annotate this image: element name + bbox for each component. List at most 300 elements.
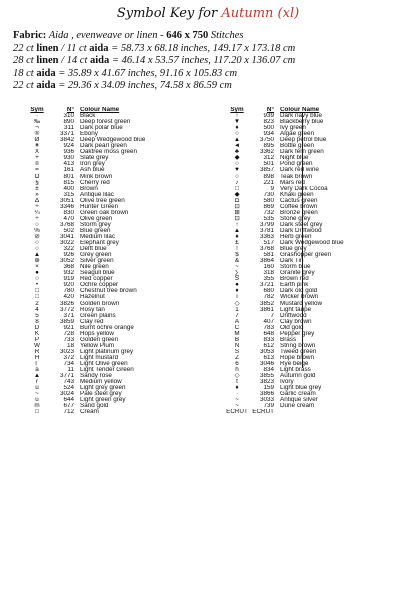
colour-name-cell: Deep petrol blue: [280, 137, 327, 144]
symbol-cell: £: [235, 240, 239, 247]
colour-name-cell: Wicker brown: [280, 294, 319, 301]
fabric-line: [13, 30, 408, 43]
number-cell: 732: [263, 209, 274, 216]
size-line: [13, 43, 408, 56]
colour-name-cell: Grashopper green: [280, 252, 332, 259]
colour-name-cell: Yellow Plum: [80, 342, 115, 349]
symbol-cell: ÷: [35, 215, 39, 222]
number-cell: 3842: [59, 137, 74, 144]
colour-name-cell: Pale steel grey: [80, 391, 122, 398]
number-cell: 612: [263, 342, 274, 349]
number-cell: 355: [263, 276, 274, 283]
number-cell: 160: [263, 264, 274, 271]
symbol-key-table-left: [26, 107, 160, 415]
colour-name-cell: Ivory: [280, 379, 294, 386]
colour-name-cell: [280, 409, 360, 415]
number-cell: 801: [63, 173, 74, 180]
symbol-cell: ‰: [33, 119, 41, 126]
colour-name-cell: Ash blue: [80, 167, 105, 174]
colour-name-cell: Ochre copper: [80, 282, 119, 289]
colour-name-cell: Olive green: [80, 215, 113, 222]
number-cell: 368: [63, 264, 74, 271]
stitch-tail: Stitches: [210, 30, 244, 41]
colour-name-cell: Garlic cream: [280, 391, 316, 398]
colour-name-cell: Ebony: [80, 131, 98, 138]
symbol-cell: ▲: [33, 252, 41, 259]
symbol-cell: ◇: [234, 300, 240, 307]
colour-name-cell: Clay red: [80, 318, 104, 325]
symbol-cell: M: [234, 330, 240, 337]
number-cell: 310: [63, 113, 74, 120]
number-cell: 3022: [59, 240, 74, 247]
header-number: N°: [266, 107, 274, 113]
number-cell: 312: [263, 155, 274, 162]
number-cell: 739: [263, 403, 274, 410]
colour-name-cell: Mustard yellow: [280, 300, 322, 307]
symbol-cell: a: [35, 367, 39, 374]
colour-name-cell: Light Olive green: [80, 360, 128, 367]
number-cell: 3826: [59, 300, 74, 307]
colour-name-cell: Very Dark Cocoa: [280, 185, 328, 192]
symbol-cell: +: [35, 155, 39, 162]
symbol-cell: 4: [35, 306, 39, 313]
symbol-cell: ◄: [233, 143, 241, 150]
colour-name-cell: Pepper grey: [280, 330, 315, 337]
colour-name-cell: Night blue: [280, 155, 309, 162]
size-count: 18 ct: [13, 67, 34, 79]
number-cell: 3799: [259, 221, 274, 228]
number-cell: 780: [63, 288, 74, 295]
size-alt-fabric: aida: [89, 42, 109, 54]
symbol-cell: ±: [35, 185, 39, 192]
colour-name-cell: Rosy tan: [80, 306, 105, 313]
number-cell: 734: [63, 360, 74, 367]
header-sym: Sym: [230, 107, 244, 113]
colour-name-cell: Olive tree green: [80, 197, 125, 204]
number-cell: 501: [263, 161, 274, 168]
page-title: [0, 6, 416, 21]
colour-name-cell: Slate grey: [80, 155, 109, 162]
colour-name-cell: Antique lilac: [80, 191, 114, 198]
symbol-cell: ↑: [235, 221, 239, 228]
colour-name-cell: Driftwood: [280, 312, 307, 319]
number-cell: 7: [270, 312, 274, 319]
colour-name-cell: Light mustard: [80, 354, 119, 361]
number-cell: 783: [263, 324, 274, 331]
symbol-cell: ÷: [35, 203, 39, 210]
symbol-cell: =: [35, 167, 39, 174]
number-cell: 3041: [59, 233, 74, 240]
number-cell: 3866: [259, 391, 274, 398]
title-accent: Autumn (xl): [221, 6, 300, 21]
number-cell: 3750: [259, 137, 274, 144]
size-alt-fabric: aida: [90, 55, 110, 66]
symbol-cell: ¼: [34, 209, 40, 216]
colour-name-cell: Tweed green: [280, 348, 317, 355]
colour-name-cell: Hunter Green: [80, 203, 119, 210]
number-cell: 3857: [259, 167, 274, 174]
number-cell: 400: [63, 185, 74, 192]
symbol-cell: ∑: [234, 270, 240, 277]
colour-name-cell: Elephant grey: [80, 240, 119, 247]
symbol-cell: N: [234, 342, 240, 349]
number-cell: 712: [63, 409, 74, 416]
symbol-cell: u: [35, 397, 39, 404]
symbol-cell: □: [35, 294, 39, 301]
symbol-cell: ↑: [235, 113, 239, 120]
symbol-cell: ¬: [35, 125, 39, 132]
size-alt-count: / 14 ct: [61, 55, 88, 66]
size-fabric: linen: [36, 42, 59, 54]
symbol-cell: ○: [235, 161, 239, 168]
number-cell: 926: [63, 252, 74, 259]
number-cell: 3046: [259, 360, 274, 367]
size-count: 28 ct: [13, 55, 34, 66]
table-row: [226, 409, 360, 415]
colour-name-cell: Dark fern green: [280, 149, 324, 156]
symbol-cell: ⊞: [234, 209, 240, 216]
colour-name-cell: Hazelnut: [80, 294, 105, 301]
colour-name-cell: Sand gold: [80, 403, 109, 410]
symbol-cell: ⊡: [234, 215, 240, 222]
symbol-cell: ▲: [233, 137, 241, 144]
symbol-cell: □: [235, 185, 239, 192]
symbol-cell: Ω: [34, 173, 40, 180]
colour-name-cell: Blue green: [80, 227, 111, 234]
number-cell: 11: [67, 367, 74, 374]
symbol-cell: ♦: [235, 125, 239, 132]
header-number: N°: [66, 107, 74, 113]
symbol-cell: ◇: [234, 373, 240, 380]
colour-name-cell: Dark navy blue: [280, 113, 322, 120]
colour-name-cell: Red copper: [80, 276, 113, 283]
number-cell: 934: [263, 131, 274, 138]
colour-name-cell: Dark red wine: [280, 167, 319, 174]
symbol-cell: 2: [35, 300, 39, 307]
colour-name-cell: Autumn gold: [280, 373, 316, 380]
symbol-key-table-right: [226, 107, 360, 415]
number-cell: 420: [63, 294, 74, 301]
symbol-cell: ECRUT: [226, 409, 248, 416]
symbol-cell: h: [235, 367, 239, 374]
number-cell: 3861: [259, 306, 274, 313]
number-cell: 580: [263, 197, 274, 204]
header-sym: Sym: [30, 107, 44, 113]
symbol-cell: B: [234, 336, 240, 343]
symbol-cell: ¥: [35, 143, 39, 150]
symbol-cell: m: [34, 403, 40, 410]
number-cell: 3024: [59, 391, 74, 398]
fabric-label: Fabric:: [13, 30, 47, 41]
symbol-cell: ~: [235, 403, 239, 410]
number-cell: 3051: [59, 197, 74, 204]
colour-name-cell: Nile green: [80, 264, 109, 271]
symbol-cell: ●: [35, 270, 39, 277]
symbol-cell: »: [35, 191, 39, 198]
colour-name-cell: Light platinum grey: [80, 348, 134, 355]
number-cell: 3346: [59, 203, 74, 210]
colour-name-cell: Green plains: [80, 312, 116, 319]
colour-name-cell: Blue grey: [280, 246, 307, 253]
size-line: [13, 55, 408, 68]
number-cell: 3768: [259, 246, 274, 253]
colour-name-cell: Chestnut tree brown: [80, 288, 137, 295]
colour-name-cell: Storm grey: [80, 221, 111, 228]
colour-name-cell: Dark polar blue: [80, 125, 123, 132]
number-cell: 517: [263, 240, 274, 247]
number-cell: 3033: [259, 397, 274, 404]
number-cell: 18: [66, 342, 74, 349]
number-cell: 895: [263, 143, 274, 150]
number-cell: 782: [263, 294, 274, 301]
size-line: [13, 68, 408, 81]
symbol-cell: X: [34, 149, 40, 156]
symbol-cell: ⊡: [234, 203, 240, 210]
symbol-cell: ♥: [235, 167, 239, 174]
number-cell: 470: [63, 215, 74, 222]
number-cell: 372: [63, 354, 74, 361]
number-cell: 3721: [259, 282, 274, 289]
colour-name-cell: Dune cream: [280, 403, 315, 410]
colour-name-cell: Dark Driftwood: [280, 227, 322, 234]
colour-name-cell: Old gold: [280, 324, 304, 331]
symbol-cell: ·: [235, 391, 239, 398]
symbol-cell: ®: [34, 131, 40, 138]
number-cell: 311: [63, 125, 74, 132]
number-cell: 3855: [259, 373, 274, 380]
header-colour-name: Colour Name: [280, 107, 320, 113]
size-dimensions: = 46.14 x 53.57 inches, 117.20 x 136.07 cm: [111, 55, 296, 66]
number-cell: 3852: [259, 300, 274, 307]
symbol-cell: ◘: [235, 197, 239, 204]
fabric-info: [13, 30, 408, 93]
colour-name-cell: Golden brown: [80, 300, 120, 307]
number-cell: 680: [263, 288, 274, 295]
number-cell: 413: [63, 161, 74, 168]
number-cell: 3823: [259, 379, 274, 386]
number-cell: 500: [263, 125, 274, 132]
number-cell: 815: [63, 179, 74, 186]
number-cell: 930: [63, 155, 74, 162]
symbol-cell: ♣: [234, 149, 240, 156]
number-cell: 920: [63, 282, 74, 289]
size-line: [13, 80, 408, 93]
symbol-cell: r: [35, 379, 39, 386]
number-cell: 3772: [59, 306, 74, 313]
symbol-cell: 5: [35, 312, 39, 319]
symbol-cell: ~: [35, 391, 39, 398]
colour-name-cell: Cream: [80, 409, 99, 416]
symbol-cell: ▲: [33, 373, 41, 380]
colour-name-cell: Hops yellow: [80, 330, 114, 337]
colour-name-cell: Deep forest green: [80, 119, 131, 126]
number-cell: 581: [263, 252, 274, 259]
size-dimensions: = 29.36 x 34.09 inches, 74.58 x 86.59 cm: [58, 80, 232, 91]
symbol-cell: ○: [35, 276, 39, 283]
colour-name-cell: Coffee brown: [280, 203, 318, 210]
symbol-cell: ♪: [235, 179, 239, 186]
number-cell: 728: [63, 330, 74, 337]
symbol-cell: ◆: [234, 155, 240, 162]
table-row: [26, 409, 160, 415]
colour-name-cell: Antique silver: [280, 397, 318, 404]
symbol-cell: P: [34, 336, 40, 343]
symbol-cell: Ø: [34, 137, 40, 144]
fabric-desc: Aida , evenweave or linen -: [48, 30, 164, 41]
colour-name-cell: Teak brown: [280, 173, 313, 180]
symbol-cell: ·: [35, 113, 39, 120]
symbol-cell: Δ: [34, 197, 40, 204]
symbol-cell: ♦: [235, 385, 239, 392]
number-cell: 932: [63, 270, 74, 277]
number-cell: 3768: [59, 221, 74, 228]
colour-name-cell: Light blue grey: [280, 385, 322, 392]
colour-name-cell: Brass: [280, 336, 297, 343]
colour-name-cell: Iron grey: [80, 161, 105, 168]
symbol-cell: &: [234, 258, 240, 265]
number-cell: 939: [263, 113, 274, 120]
number-cell: 322: [63, 246, 74, 253]
symbol-cell: u: [35, 385, 39, 392]
symbol-cell: ~: [235, 397, 239, 404]
colour-name-cell: Brown: [80, 185, 98, 192]
number-cell: 3859: [59, 318, 74, 325]
number-cell: 407: [263, 318, 274, 325]
colour-name-cell: Seagull blue: [80, 270, 115, 277]
colour-name-cell: Herb green: [280, 233, 312, 240]
colour-name-cell: Black: [80, 113, 96, 120]
number-cell: 3371: [59, 131, 74, 138]
number-cell: 833: [263, 336, 274, 343]
colour-name-cell: Stone grey: [280, 215, 311, 222]
symbol-cell: ×: [35, 264, 39, 271]
symbol-cell: A: [234, 318, 240, 325]
number-cell: 898: [263, 173, 274, 180]
colour-name-cell: Clay brown: [280, 318, 312, 325]
colour-name-cell: Golden green: [80, 336, 119, 343]
symbol-cell: t: [236, 379, 238, 386]
symbol-cell: □: [35, 409, 39, 416]
number-cell: 613: [263, 354, 274, 361]
number-cell: 3363: [259, 233, 274, 240]
size-dimensions: = 58.73 x 68.18 inches, 149.17 x 173.18 cm: [111, 42, 296, 54]
number-cell: 743: [63, 379, 74, 386]
symbol-cell: 8: [35, 318, 39, 325]
symbol-cell: K: [34, 330, 40, 337]
symbol-cell: ⊘: [34, 233, 40, 240]
number-cell: 221: [263, 179, 274, 186]
number-cell: 830: [63, 209, 74, 216]
symbol-cell: W: [34, 342, 40, 349]
colour-name-cell: Sandy rose: [80, 373, 112, 380]
symbol-cell: ○: [35, 221, 39, 228]
colour-name-cell: Cherry red: [80, 179, 110, 186]
number-cell: 3052: [59, 258, 74, 265]
number-cell: 890: [63, 119, 74, 126]
colour-name-cell: Earth pink: [280, 282, 309, 289]
colour-name-cell: Light brass: [280, 367, 311, 374]
symbol-cell: %: [34, 227, 40, 234]
colour-name-cell: Oaktree moss green: [80, 149, 138, 156]
colour-name-cell: Deep Wedgewood blue: [80, 137, 146, 144]
number-cell: 644: [63, 397, 74, 404]
colour-name-cell: Medium yellow: [80, 379, 122, 386]
size-list: [13, 43, 408, 93]
number-cell: 677: [63, 403, 74, 410]
size-fabric: aida: [36, 80, 56, 91]
colour-name-cell: Cactus green: [280, 197, 318, 204]
symbol-cell: D: [34, 324, 40, 331]
number-cell: 371: [63, 312, 74, 319]
number-cell: 648: [263, 330, 274, 337]
number-cell: 921: [63, 324, 74, 331]
colour-name-cell: Dark steel grey: [280, 221, 323, 228]
colour-name-cell: Ivy green: [280, 125, 306, 132]
size-count: 22 ct: [13, 42, 34, 54]
size-fabric: linen: [36, 55, 59, 66]
colour-name-cell: Brown red: [280, 276, 309, 283]
size-fabric: aida: [36, 67, 56, 79]
symbol-cell: Γ: [35, 360, 39, 367]
symbol-cell: H: [34, 354, 40, 361]
colour-name-cell: Delft blue: [80, 246, 107, 253]
colour-name-cell: Khaki green: [280, 191, 314, 198]
colour-name-cell: Rope brown: [280, 354, 314, 361]
symbol-cell: ◆: [234, 191, 240, 198]
size-count: 22 ct: [13, 80, 34, 91]
symbol-cell: ♦: [235, 233, 239, 240]
colour-name-cell: Light green grey: [80, 397, 126, 404]
colour-name-cell: Light grey green: [80, 385, 126, 392]
colour-name-cell: Green oak brown: [80, 209, 129, 216]
number-cell: 502: [63, 227, 74, 234]
symbol-cell: S: [234, 348, 240, 355]
colour-name-cell: Mars red: [280, 179, 305, 186]
symbol-cell: •: [35, 282, 39, 289]
number-cell: 318: [263, 270, 274, 277]
number-cell: 919: [63, 276, 74, 283]
symbol-cell: ○: [35, 246, 39, 253]
colour-name-cell: Light taupe: [280, 306, 312, 313]
number-cell: ECRUT: [252, 409, 274, 416]
symbol-cell: ○: [235, 131, 239, 138]
number-cell: 730: [263, 191, 274, 198]
symbol-cell: 1: [235, 306, 239, 313]
symbol-cell: ▲: [233, 227, 241, 234]
colour-name-cell: Dark Wedgewood blue: [280, 240, 344, 247]
colour-name-cell: Rye beige: [280, 360, 309, 367]
symbol-cell: ●: [235, 282, 239, 289]
number-cell: 3864: [259, 258, 274, 265]
symbol-cell: C: [234, 324, 240, 331]
colour-name-cell: Light Tender Green: [80, 367, 134, 374]
symbol-cell: ~: [235, 264, 239, 271]
title-prefix: Symbol Key for: [116, 6, 218, 21]
colour-name-cell: Silver green: [80, 258, 114, 265]
symbol-cell: ♦: [235, 288, 239, 295]
number-cell: 161: [63, 167, 74, 174]
symbol-cell: ¤: [35, 161, 39, 168]
symbol-cell: □: [35, 288, 39, 295]
symbol-cell: Ś: [234, 276, 240, 283]
symbol-cell: !: [236, 246, 238, 253]
size-dimensions: = 35.89 x 41.67 inches, 91.16 x 105.83 cm: [58, 67, 238, 79]
symbol-cell: $: [235, 252, 239, 259]
symbol-cell: 7: [235, 312, 239, 319]
number-cell: 3023: [59, 348, 74, 355]
number-cell: 834: [263, 367, 274, 374]
number-cell: 535: [263, 215, 274, 222]
